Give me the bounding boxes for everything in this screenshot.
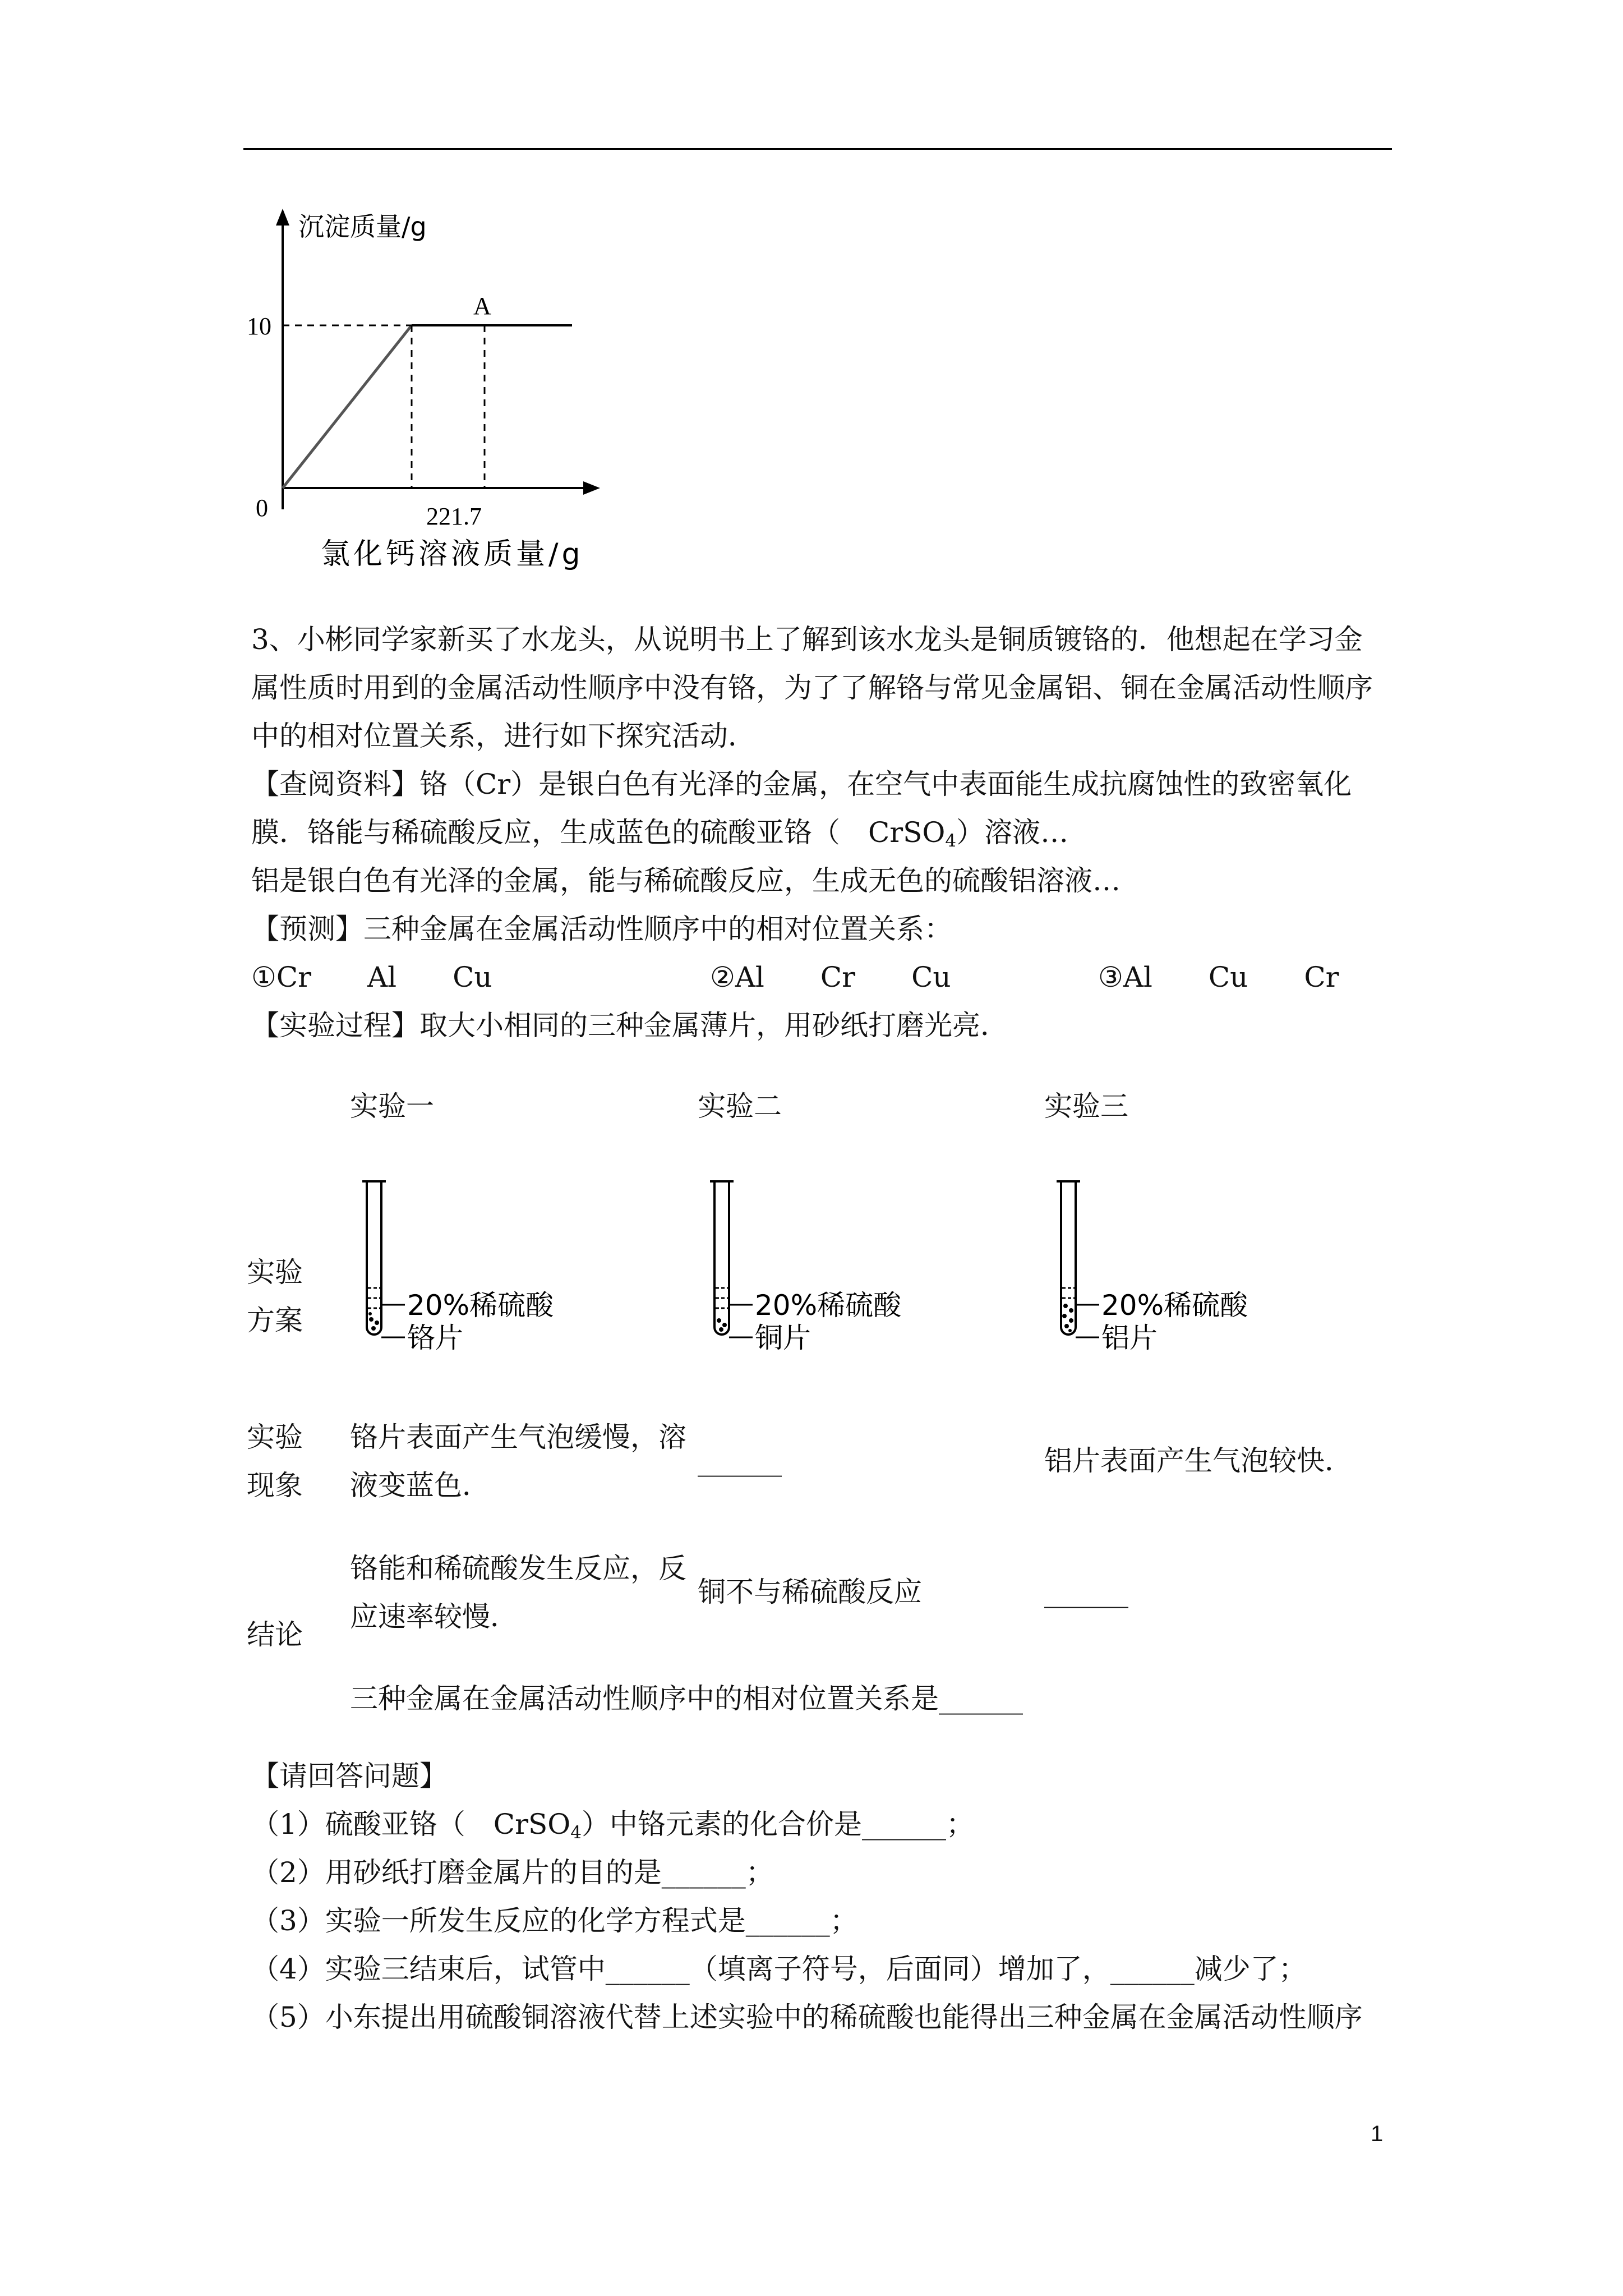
row-label-phenomenon-1: 实验: [247, 1421, 303, 1453]
origin-label: 0: [256, 494, 268, 522]
answer-question-1: （1）硫酸亚铬（ CrSO$_4$）中铬元素的化合价是______；: [251, 1808, 974, 1843]
answer-question-3: （3）实验一所发生反应的化学方程式是______；: [251, 1904, 858, 1937]
experiment-3-heading: 实验三: [1044, 1090, 1128, 1122]
header-rule: [243, 148, 1392, 150]
prediction-option-3: ③Al Cu Cr: [1098, 961, 1339, 993]
y-axis-label: 沉淀质量/g: [298, 211, 427, 242]
answer-question-5: （5）小东提出用硫酸铜溶液代替上述实验中的稀硫酸也能得出三种金属在金属活动性顺序: [251, 2001, 1363, 2033]
question-intro-line-3: 中的相对位置关系，进行如下探究活动．: [251, 720, 756, 752]
conclusion-3-blank: ______: [1044, 1576, 1128, 1608]
conclusion-2: 铜不与稀硫酸反应: [698, 1576, 922, 1608]
answer-question-4: （4）实验三结束后，试管中______（填离子符号，后面同）增加了，______减少了；: [251, 1953, 1307, 1985]
reference-line-1: 【查阅资料】铬（Cr）是银白色有光泽的金属，在空气中表面能生成抗腐蚀性的致密氧化: [251, 768, 1352, 800]
phenomenon-3: 铝片表面产生气泡较快．: [1044, 1444, 1353, 1477]
test-tube-copper: [701, 1176, 937, 1378]
precipitate-mass-graph: [236, 202, 651, 583]
y-axis-arrow: [276, 209, 289, 226]
process-line: 【实验过程】取大小相同的三种金属薄片，用砂纸打磨光亮．: [251, 1009, 1008, 1042]
row-label-plan-2: 方案: [247, 1304, 303, 1337]
row-label-plan-1: 实验: [247, 1256, 303, 1289]
answers-title: 【请回答问题】: [251, 1760, 448, 1792]
row-label-phenomenon-2: 现象: [247, 1469, 303, 1502]
experiment-2-heading: 实验二: [698, 1090, 782, 1122]
phenomenon-2-blank: ______: [698, 1444, 782, 1477]
test-tube-aluminum: [1048, 1176, 1283, 1378]
phenomenon-1-line-1: 铬片表面产生气泡缓慢，溶: [350, 1421, 686, 1453]
page-number: 1: [1371, 2122, 1384, 2146]
prediction-title: 【预测】三种金属在金属活动性顺序中的相对位置关系：: [251, 913, 952, 945]
y-tick-label: 10: [247, 312, 271, 340]
acid-label-2: 20%稀硫酸: [755, 1289, 902, 1322]
question-intro-line-2: 属性质时用到的金属活动性顺序中没有铬，为了了解铬与常见金属铝、铜在金属活动性顺序: [251, 671, 1373, 704]
acid-label-1: 20%稀硫酸: [407, 1289, 554, 1322]
prediction-option-1: ①Cr Al Cu: [251, 961, 492, 993]
metal-label-aluminum: 铝片: [1101, 1322, 1158, 1354]
point-a-label: A: [473, 292, 491, 320]
metal-label-chromium: 铬片: [407, 1322, 463, 1354]
test-tube-chromium: [353, 1176, 589, 1378]
row-label-conclusion: 结论: [247, 1618, 303, 1651]
reference-line-3: 铝是银白色有光泽的金属，能与稀硫酸反应，生成无色的硫酸铝溶液…: [251, 864, 1121, 897]
rising-segment: [283, 325, 412, 488]
table-summary: 三种金属在金属活动性顺序中的相对位置关系是______: [350, 1682, 1023, 1715]
conclusion-1-line-2: 应速率较慢．: [350, 1600, 518, 1633]
conclusion-1-line-1: 铬能和稀硫酸发生反应，反: [350, 1552, 686, 1585]
x-axis-label: 氯化钙溶液质量/g: [321, 537, 584, 571]
acid-label-3: 20%稀硫酸: [1101, 1289, 1248, 1322]
question-intro-line-1: 3、小彬同学家新买了水龙头，从说明书上了解到该水龙头是铜质镀铬的．他想起在学习金: [251, 623, 1363, 656]
metal-label-copper: 铜片: [755, 1322, 811, 1354]
phenomenon-1-line-2: 液变蓝色．: [350, 1469, 490, 1502]
x-axis-arrow: [583, 481, 600, 495]
prediction-option-2: ②Al Cr Cu: [710, 961, 951, 993]
answer-question-2: （2）用砂纸打磨金属片的目的是______；: [251, 1856, 774, 1889]
experiment-1-heading: 实验一: [350, 1090, 434, 1122]
reference-line-2: 膜．铬能与稀硫酸反应，生成蓝色的硫酸亚铬（ CrSO$_4$）溶液…: [251, 816, 1069, 851]
x-tick-label: 221.7: [426, 503, 482, 530]
